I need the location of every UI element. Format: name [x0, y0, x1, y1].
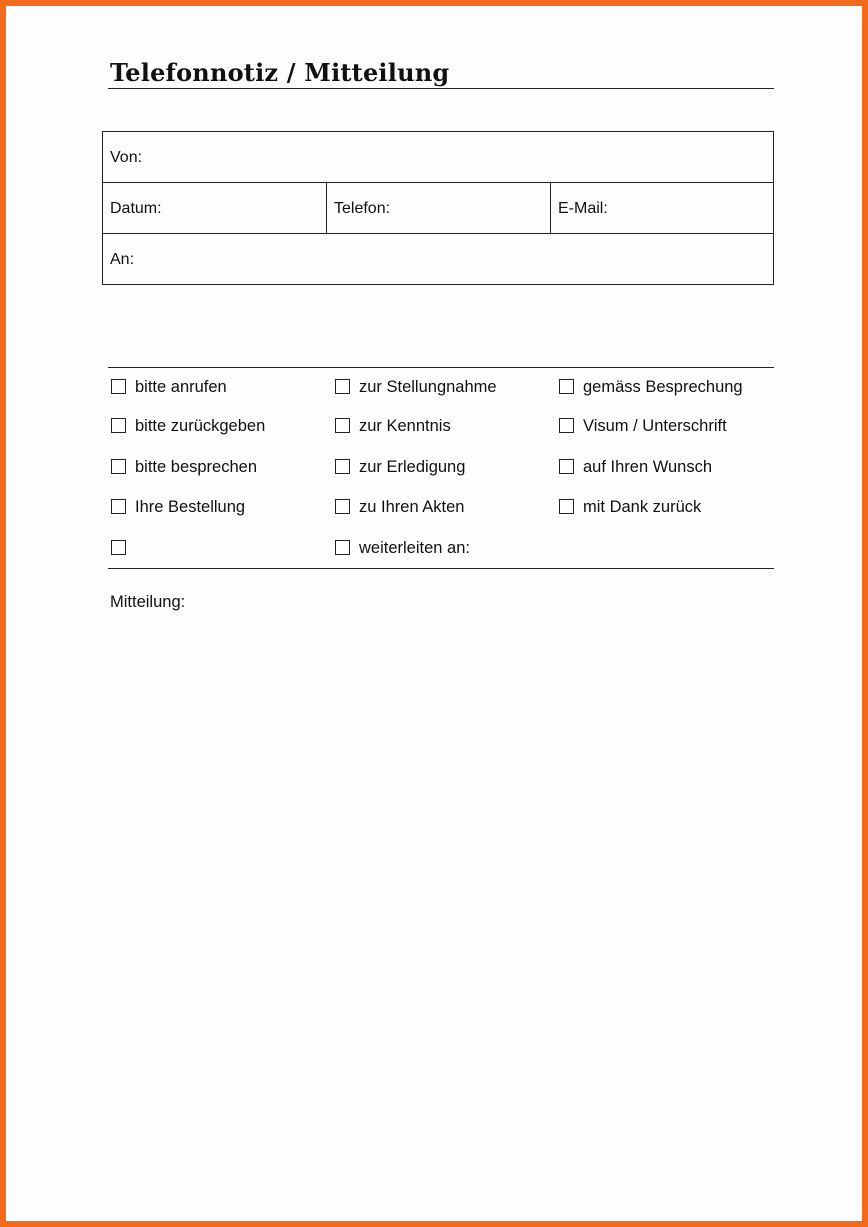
details-row: [103, 183, 773, 234]
checkbox[interactable]: [335, 540, 350, 555]
checkbox[interactable]: [559, 418, 574, 433]
checkbox[interactable]: [111, 379, 126, 394]
title-underline: [108, 88, 774, 89]
checkbox[interactable]: [335, 418, 350, 433]
option-label: auf Ihren Wunsch: [583, 458, 713, 476]
to-row: [103, 234, 773, 284]
checkbox[interactable]: [111, 540, 126, 555]
date-field[interactable]: [103, 183, 327, 233]
checkbox[interactable]: [111, 418, 126, 433]
option-label: zur Stellungnahme: [359, 378, 497, 396]
email-field[interactable]: [551, 183, 773, 233]
document-title: Telefonnotiz / Mitteilung: [110, 58, 450, 87]
option-label: gemäss Besprechung: [583, 378, 743, 396]
contact-info-table: [102, 131, 774, 285]
checkbox[interactable]: [335, 379, 350, 394]
option-label: zu Ihren Akten: [359, 498, 465, 516]
checkbox[interactable]: [111, 499, 126, 514]
option-label: Ihre Bestellung: [135, 498, 246, 516]
option-label: zur Kenntnis: [359, 417, 451, 435]
message-label: Mitteilung:: [110, 593, 186, 611]
from-label: Von:: [110, 149, 143, 166]
checkbox[interactable]: [335, 499, 350, 514]
phone-field[interactable]: [327, 183, 551, 233]
options-bottom-rule: [108, 568, 774, 569]
email-label: E-Mail:: [558, 200, 608, 217]
from-row: [103, 132, 773, 183]
to-field[interactable]: [103, 234, 773, 284]
checkbox[interactable]: [559, 499, 574, 514]
option-label: zur Erledigung: [359, 458, 466, 476]
from-field[interactable]: [103, 132, 773, 182]
to-label: An:: [110, 251, 135, 268]
option-label: bitte zurückgeben: [135, 417, 266, 435]
date-label: Datum:: [110, 200, 162, 217]
option-label: bitte anrufen: [135, 378, 227, 396]
option-label: weiterleiten an:: [359, 539, 470, 557]
phone-label: Telefon:: [334, 200, 391, 217]
checkbox[interactable]: [559, 379, 574, 394]
option-label: mit Dank zurück: [583, 498, 702, 516]
checkbox[interactable]: [559, 459, 574, 474]
option-label: Visum / Unterschrift: [583, 417, 727, 435]
checkbox[interactable]: [111, 459, 126, 474]
option-label: bitte besprechen: [135, 458, 258, 476]
options-top-rule: [108, 367, 774, 368]
checkbox[interactable]: [335, 459, 350, 474]
